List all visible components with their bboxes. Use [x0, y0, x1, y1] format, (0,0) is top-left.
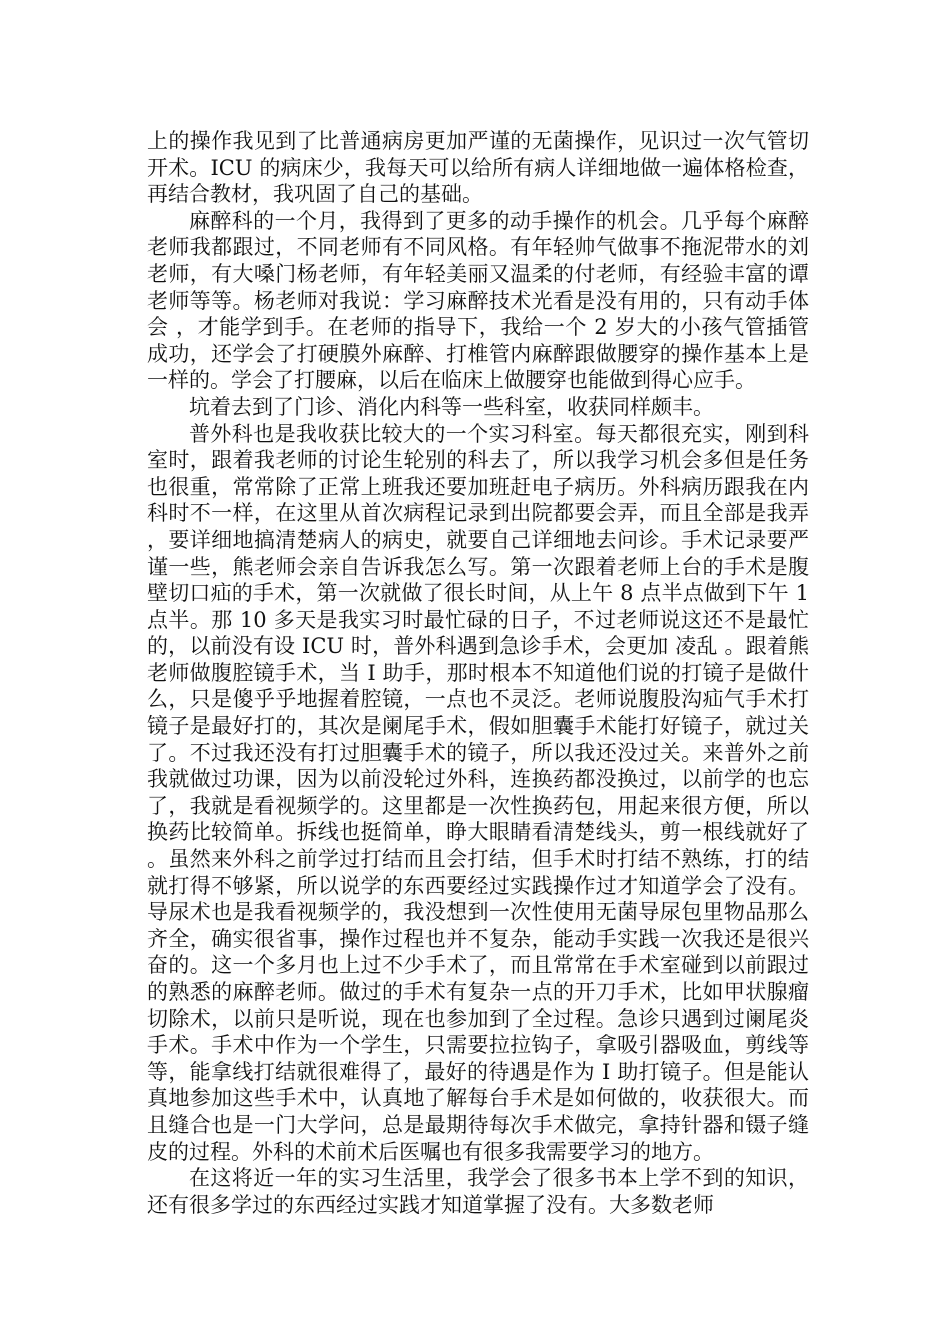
- paragraph: 在这将近一年的实习生活里，我学会了很多书本上学不到的知识，还有很多学过的东西经过实践才知道掌握了没有。大多数老师: [147, 1166, 809, 1217]
- paragraph: 普外科也是我收获比较大的一个实习科室。每天都很充实，刚到科室时，跟着我老师的讨论生轮别的科去了，所以我学习机会多但是任务也很重，常常除了正常上班我还要加班赶电子病历。外科病历跟我在内科时不一样，在这里从首次病程记录到出院都要会弄，而且全部是我弄，要详细地搞清楚病人的病史，就要自己详细地去问诊。手术记录要严谨一些，熊老师会亲自告诉我怎么写。第一次跟着老师上台的手术是腹壁切口疝的手术，第一次就做了很长时间，从上午 8 点半点做到下午 1 点半。那 10 多天是我实习时最忙碌的日子，不过老师说这还不是最忙的，以前没有设 ICU 时，普外科遇到急诊手术，会更加 凌乱 。跟着熊老师做腹腔镜手术，当 I 助手，那时根本不知道他们说的打镜子是做什么，只是傻乎乎地握着腔镜，一点也不灵泛。老师说腹股沟疝气手术打镜子是最好打的，其次是阑尾手术，假如胆囊手术能打好镜子，就过关了。不过我还没有打过胆囊手术的镜子，所以我还没过关。来普外之前我就做过功课，因为以前没轮过外科，连换药都没换过，以前学的也忘了，我就是看视频学的。这里都是一次性换药包，用起来很方便，所以换药比较简单。拆线也挺简单，睁大眼睛看清楚线头，剪一根线就好了。虽然来外科之前学过打结而且会打结，但手术时打结不熟练，打的结就打得不够紧，所以说学的东西要经过实践操作过才知道学会了没有。导尿术也是我看视频学的，我没想到一次性使用无菌导尿包里物品那么齐全，确实很省事，操作过程也并不复杂，能动手实践一次我还是很兴奋的。这一个多月也上过不少手术了，而且常常在手术室碰到以前跟过的熟悉的麻醉老师。做过的手术有复杂一点的开刀手术，比如甲状腺瘤切除术，以前只是听说，现在也参加到了全过程。急诊只遇到过阑尾炎手术。手术中作为一个学生，只需要拉拉钩子，拿吸引器吸血，剪线等等，能拿线打结就很难得了，最好的待遇是作为 I 助打镜子。但是能认真地参加这些手术中，认真地了解每台手术是如何做的，收获很大。而且缝合也是一门大学问，总是最期待每次手术做完，拿持针器和镊子缝皮的过程。外科的术前术后医嘱也有很多我需要学习的地方。: [147, 421, 809, 1164]
- paragraph: 坑着去到了门诊、消化内科等一些科室，收获同样颇丰。: [189, 394, 714, 419]
- paragraph: 上的操作我见到了比普通病房更加严谨的无菌操作，见识过一次气管切开术。ICU 的病床少，我每天可以给所有病人详细地做一遍体格检查，再结合教材，我巩固了自己的基础。: [147, 129, 809, 207]
- paragraph: 麻醉科的一个月，我得到了更多的动手操作的机会。几乎每个麻醉老师我都跟过，不同老师有不同风格。有年轻帅气做事不拖泥带水的刘老师，有大嗓门杨老师，有年轻美丽又温柔的付老师，有经验丰富的谭老师等等。杨老师对我说：学习麻醉技术光看是没有用的，只有动手体会 ，才能学到手。在老师的指导下，我给一个 2 岁大的小孩气管插管成功，还学会了打硬膜外麻醉、打椎管内麻醉跟做腰穿的操作基本上是一样的。学会了打腰麻，以后在临床上做腰穿也能做到得心应手。: [147, 208, 809, 393]
- document-body: [147, 128, 809, 1218]
